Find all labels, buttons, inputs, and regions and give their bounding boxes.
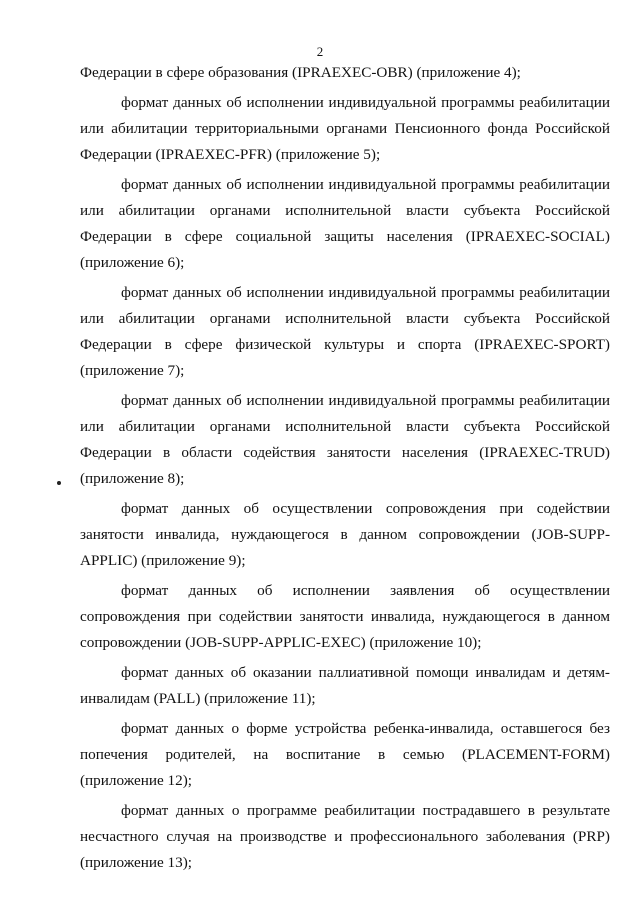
- paragraph-pall: формат данных об оказании паллиативной помощи инвалидам и детям-инвалидам (PALL) (приложение 11);: [80, 664, 610, 707]
- paragraph-ipraexec-social: формат данных об исполнении индивидуальной программы реабилитации или абилитации органами исполнительной власти субъекта Российской Федерации в сфере социальной защиты населения (IPRAEXEC-SOCIAL) (приложение 6);: [80, 176, 610, 271]
- paragraph-job-supp-applic: формат данных об осуществлении сопровождения при содействии занятости инвалида, нуждающегося в данном сопровождении (JOB-SUPP-APPLIC) (приложение 9);: [80, 500, 610, 569]
- paragraph-ipraexec-sport: формат данных об исполнении индивидуальной программы реабилитации или абилитации органами исполнительной власти субъекта Российской Федерации в сфере физической культуры и спорта (IPRAEXEC-SPORT) (приложение 7);: [80, 284, 610, 379]
- page-number: 2: [316, 44, 324, 59]
- paragraph-prp: формат данных о программе реабилитации пострадавшего в результате несчастного случая на производстве и профессионального заболевания (PRP) (приложение 13);: [80, 802, 610, 871]
- scan-artifact-dot: [57, 481, 61, 485]
- document-body: [80, 60, 610, 880]
- paragraph-placement-form: формат данных о форме устройства ребенка-инвалида, оставшегося без попечения родителей, на воспитание в семью (PLACEMENT-FORM) (приложение 12);: [80, 720, 610, 789]
- paragraph-continuation: Федерации в сфере образования (IPRAEXEC-OBR) (приложение 4);: [80, 64, 521, 81]
- paragraph-ipraexec-trud: формат данных об исполнении индивидуальной программы реабилитации или абилитации органами исполнительной власти субъекта Российской Федерации в области содействия занятости населения (IPRAEXEC-TRUD) (приложение 8);: [80, 392, 610, 487]
- paragraph-job-supp-applic-exec: формат данных об исполнении заявления об осуществлении сопровождения при содействии занятости инвалида, нуждающегося в данном сопровождении (JOB-SUPP-APPLIC-EXEC) (приложение 10);: [80, 582, 610, 651]
- paragraph-ipraexec-pfr: формат данных об исполнении индивидуальной программы реабилитации или абилитации территориальными органами Пенсионного фонда Российской Федерации (IPRAEXEC-PFR) (приложение 5);: [80, 94, 610, 163]
